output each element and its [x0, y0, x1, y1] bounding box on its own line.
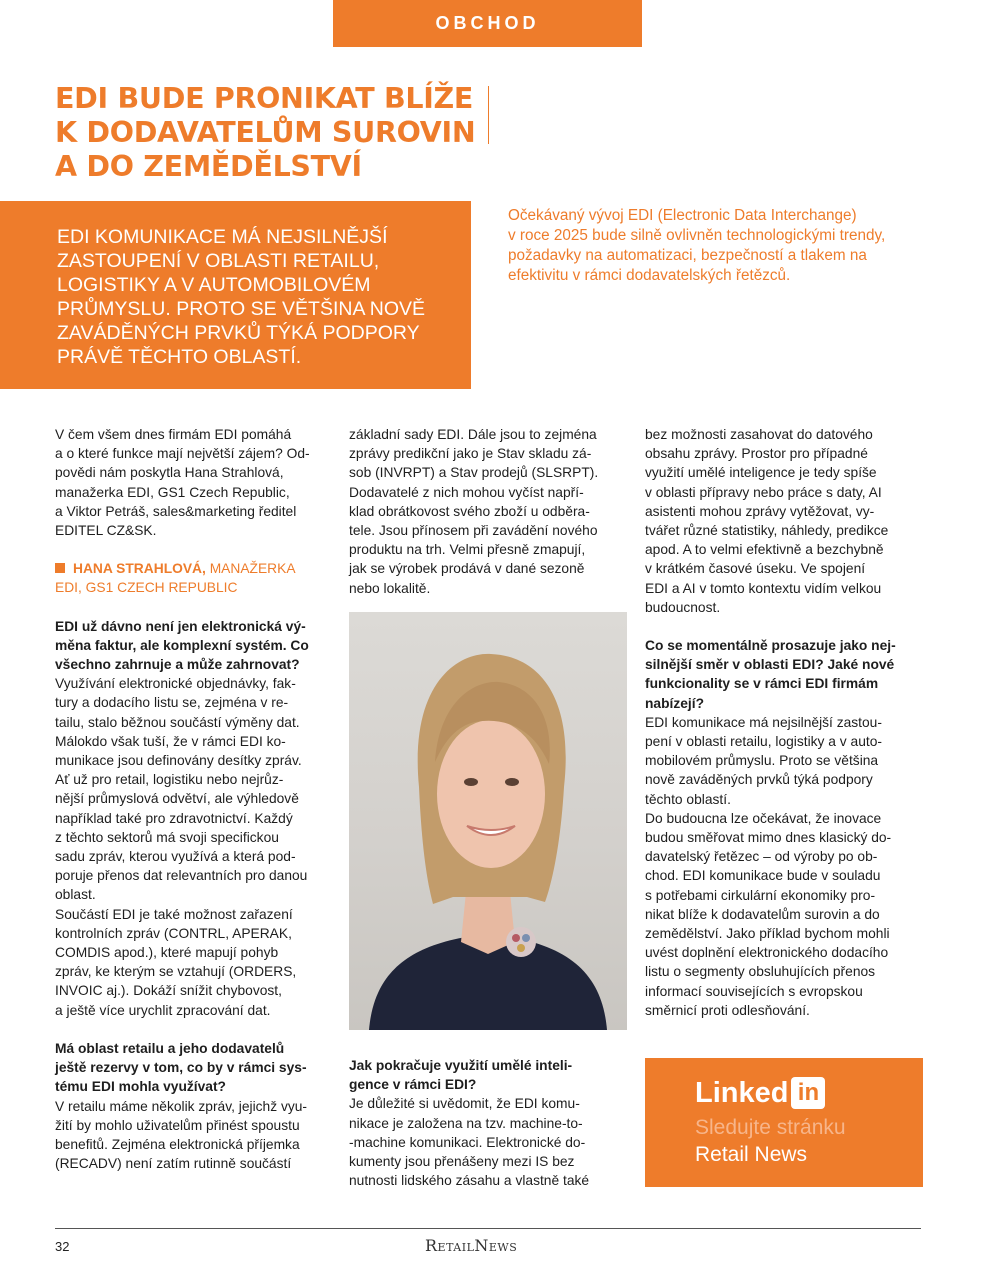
linkedin-promo[interactable]: [645, 1058, 923, 1187]
question-line: Má oblast retailu a jeho dodavatelů: [55, 1040, 285, 1056]
paragraph-line: nikat blíže k dodavatelům surovin a do: [645, 906, 880, 922]
paragraph-line: Využívání elektronické objednávky, fak-: [55, 676, 296, 692]
paragraph-line: manažerka EDI, GS1 Czech Republic,: [55, 484, 290, 500]
paragraph-line: Je důležité si uvědomit, že EDI komu-: [349, 1096, 580, 1112]
paragraph-line: nebo lokalitě.: [349, 580, 431, 596]
paragraph-line: listu o segmenty obsluhujících přenos: [645, 964, 876, 980]
paragraph-line: z těchto sektorů má svoji specifickou: [55, 829, 279, 845]
paragraph-line: munikace jsou definovány desítky zpráv.: [55, 753, 302, 769]
page-number: 32: [55, 1239, 70, 1254]
byline-role-line: EDI, GS1 CZECH REPUBLIC: [55, 580, 238, 596]
paragraph-line: INVOIC aj.). Dokáží snížit chybovost,: [55, 983, 282, 999]
lead-line: LOGISTIKY A V AUTOMOBILOVÉM: [57, 274, 371, 296]
headline-divider: [488, 86, 489, 144]
paragraph-line: jak se výrobek prodává v dané sezoně: [349, 561, 585, 577]
paragraph-line: s potřebami cirkulární ekonomiky pro-: [645, 887, 876, 903]
paragraph-line: tury a dodacího listu se, zejména v re-: [55, 695, 289, 711]
paragraph-line: obsahu zprávy. Prostor pro případné: [645, 446, 868, 462]
question-line: Co se momentálně prosazuje jako nej-: [645, 638, 896, 654]
promo-follow-text: Sledujte stránku: [695, 1116, 846, 1139]
paragraph-line: Do budoucna lze očekávat, že inovace: [645, 810, 882, 826]
promo-page-name: Retail News: [695, 1143, 808, 1166]
paragraph-line: Součástí EDI je také možnost zařazení: [55, 906, 293, 922]
paragraph-line: budou směřovat mimo dnes klasický do-: [645, 830, 892, 846]
portrait-photo: [349, 612, 627, 1030]
question-line: gence v rámci EDI?: [349, 1077, 477, 1093]
question-line: nabízejí?: [645, 695, 705, 711]
paragraph-line: zprávy predikční jako je Stav skladu zá-: [349, 446, 592, 462]
paragraph-line: nově zaváděných prvků týká podpory: [645, 772, 873, 788]
paragraph-line: budoucnost.: [645, 599, 721, 615]
paragraph-line: benefitů. Zejména elektronická příjemka: [55, 1136, 300, 1152]
lead-box: [0, 201, 471, 389]
headline-line: A DO ZEMĚDĚLSTVÍ: [55, 150, 362, 183]
paragraph-line: chod. EDI komunikace bude v souladu: [645, 868, 881, 884]
intro-line: efektivitu v rámci dodavatelských řetězců.: [508, 267, 791, 284]
paragraph-line: nikace je založena na tzv. machine-to-: [349, 1115, 583, 1131]
paragraph-line: tele. Jsou přínosem při zavádění nového: [349, 523, 598, 539]
paragraph-line: žití by mohlo uživatelům přinést spoustu: [55, 1117, 300, 1133]
article-intro: [508, 206, 938, 286]
linkedin-logo: [695, 1076, 923, 1110]
paragraph-line: a ještě více urychlit zpracování dat.: [55, 1002, 271, 1018]
paragraph-line: kontrolních zpráv (CONTRL, APERAK,: [55, 925, 292, 941]
paragraph-line: COMDIS apod.), které mapují pohyb: [55, 945, 279, 961]
question-line: Jak pokračuje využití umělé inteli-: [349, 1058, 573, 1073]
paragraph-line: nější průmyslová odvětví, ale výhledově: [55, 791, 299, 807]
paragraph-line: těchto oblastí.: [645, 791, 731, 807]
paragraph-line: a o které funkce mají největší zájem? Od-: [55, 446, 310, 462]
portrait-illustration: [349, 612, 627, 1030]
paragraph-line: informací souvisejících s evropskou: [645, 983, 863, 999]
intro-line: v roce 2025 bude silně ovlivněn technologickými trendy,: [508, 227, 886, 244]
question-line: funkcionality se v rámci EDI firmám: [645, 676, 879, 692]
paragraph-line: v krátkém časové úseku. Ve spojení: [645, 561, 866, 577]
paragraph-line: povědi nám poskytla Hana Strahlová,: [55, 465, 284, 481]
paragraph-line: bez možnosti zasahovat do datového: [645, 427, 873, 442]
paragraph-line: -machine komunikaci. Elektronické do-: [349, 1134, 586, 1150]
question-line: EDI už dávno není jen elektronická vý-: [55, 618, 306, 634]
linkedin-logo-text: Linked: [695, 1077, 789, 1109]
paragraph-line: davatelský řetězec – od výroby po ob-: [645, 849, 878, 865]
paragraph-line: (RECADV) není zatím rutinně součástí: [55, 1156, 292, 1172]
publication-logo: RetailNews: [425, 1236, 518, 1255]
question-line: měna faktur, ale komplexní systém. Co: [55, 637, 309, 653]
section-label: OBCHOD: [333, 0, 642, 47]
paragraph-line: pení v oblasti retailu, logistiky a v auto-: [645, 734, 882, 750]
square-bullet-icon: [55, 563, 65, 573]
paragraph-line: a Viktor Petráš, sales&marketing ředitel: [55, 503, 297, 519]
headline-line: K DODAVATELŮM SUROVIN: [55, 116, 476, 149]
paragraph-line: EDI a AI v tomto kontextu vidím velkou: [645, 580, 882, 596]
paragraph-line: apod. A to velmi efektivně a bezchybně: [645, 542, 884, 558]
lead-line: PRŮMYSLU. PROTO SE VĚTŠINA NOVĚ: [57, 298, 426, 320]
paragraph-line: tailu, stalo běžnou součástí výměny dat.: [55, 714, 300, 730]
paragraph-line: sob (INVRPT) a Stav prodejů (SLSRPT).: [349, 465, 599, 481]
paragraph-line: zemědělství. Jako příklad bychom mohli: [645, 926, 890, 942]
intro-line: požadavky na automatizaci, bezpečností a tlakem na: [508, 247, 867, 264]
paragraph-line: EDITEL CZ&SK.: [55, 523, 157, 539]
text-column-2: [349, 425, 627, 598]
paragraph-line: klad obrátkovost svého zboží u odběra-: [349, 503, 590, 519]
byline-name: HANA STRAHLOVÁ,: [73, 561, 206, 577]
paragraph-line: asistenti mohou zprávy vytěžovat, vy-: [645, 503, 875, 519]
lead-line: PRÁVĚ TĚCHTO OBLASTÍ.: [57, 346, 302, 368]
paragraph-line: tvářet různé statistiky, náhledy, predikce: [645, 523, 889, 539]
paragraph-line: uvést doplnění elektronického dodacího: [645, 945, 889, 961]
paragraph-line: v oblasti přípravy nebo práce s daty, AI: [645, 484, 882, 500]
paragraph-line: nutnosti lidského zásahu a vlastně také: [349, 1173, 590, 1189]
article-headline: [55, 82, 485, 184]
text-column-3: [645, 425, 923, 1020]
paragraph-line: využití umělé inteligence je tedy spíše: [645, 465, 877, 481]
paragraph-line: Ať už pro retail, logistiku nebo nejrůz-: [55, 772, 284, 788]
paragraph-line: například také pro zdravotnictví. Každý: [55, 810, 293, 826]
byline-role: MANAŽERKA: [205, 561, 296, 577]
paragraph-line: EDI komunikace má nejsilnější zastou-: [645, 714, 882, 730]
paragraph-line: poruje přenos dat relevantních pro danou: [55, 868, 308, 884]
paragraph-line: produktu na trh. Velmi přesně zmapují,: [349, 542, 586, 558]
paragraph-line: V čem všem dnes firmám EDI pomáhá: [55, 427, 292, 442]
linkedin-icon: in: [791, 1077, 825, 1109]
question-line: silnější směr v oblasti EDI? Jaké nové: [645, 657, 895, 673]
footer-divider: [55, 1228, 921, 1229]
intro-line: Očekávaný vývoj EDI (Electronic Data Interchange): [508, 207, 857, 224]
paragraph-line: V retailu máme několik zpráv, jejichž vyu-: [55, 1098, 308, 1114]
text-column-2-lower: [349, 1056, 627, 1190]
paragraph-line: Dodavatelé z nich mohou vyčíst napří-: [349, 484, 584, 500]
question-line: tému EDI mohla využívat?: [55, 1079, 226, 1095]
lead-line: ZASTOUPENÍ V OBLASTI RETAILU,: [57, 250, 380, 272]
lead-line: EDI KOMUNIKACE MÁ NEJSILNĚJŠÍ: [57, 226, 388, 248]
paragraph-line: základní sady EDI. Dále jsou to zejména: [349, 427, 597, 442]
paragraph-line: oblast.: [55, 887, 96, 903]
paragraph-line: mobilovém průmyslu. Proto se většina: [645, 753, 879, 769]
paragraph-line: sadu zpráv, kterou využívá a která pod-: [55, 849, 296, 865]
byline: [55, 559, 333, 578]
headline-line: EDI BUDE PRONIKAT BLÍŽE: [55, 82, 474, 115]
paragraph-line: směrnicí proti odlesňování.: [645, 1002, 810, 1018]
paragraph-line: zpráv, ke kterým se vztahují (ORDERS,: [55, 964, 297, 980]
question-line: všechno zahrnuje a může zahrnovat?: [55, 657, 300, 673]
question-line: ještě rezervy v tom, co by v rámci sys-: [55, 1060, 307, 1076]
lead-line: ZAVÁDĚNÝCH PRVKŮ TÝKÁ PODPORY: [57, 322, 420, 344]
paragraph-line: kumenty jsou přenášeny mezi IS bez: [349, 1154, 575, 1170]
text-column-1: [55, 425, 333, 1173]
paragraph-line: Málokdo však tuší, že v rámci EDI ko-: [55, 733, 286, 749]
